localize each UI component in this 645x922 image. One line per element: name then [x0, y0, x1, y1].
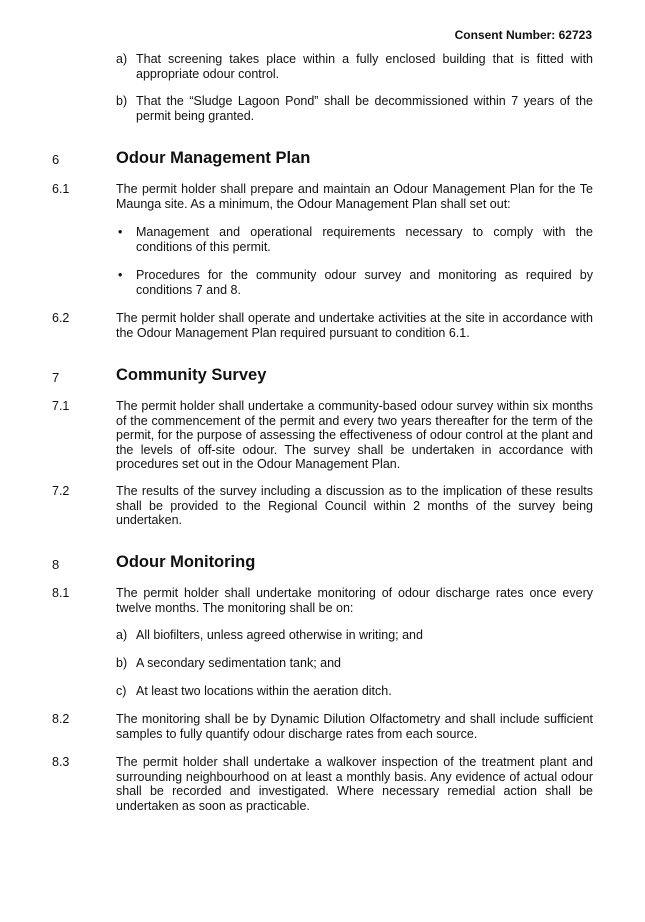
- item-text: A secondary sedimentation tank; and: [136, 656, 341, 670]
- clause-text: The results of the survey including a discussion as to the implication of these results shall be provided to the Regional Council within 2 months of the survey being undertaken.: [116, 484, 593, 527]
- item-label: c): [116, 684, 127, 698]
- section-title: Odour Management Plan: [116, 149, 311, 167]
- bullet-icon: •: [118, 268, 123, 282]
- clause-text: The permit holder shall undertake a walkover inspection of the treatment plant and surrounding neighbourhood on at least a monthly basis. Any evidence of actual odour shall be recorded and investigated. Where necessary remedial action shall be undertaken as soon as practicable.: [116, 755, 593, 813]
- list-item: [116, 628, 593, 643]
- section-number: 7: [52, 370, 60, 385]
- bullet-text: Management and operational requirements necessary to comply with the conditions of this permit.: [136, 225, 593, 254]
- bullet-text: Procedures for the community odour survey and monitoring as required by conditions 7 and 8.: [136, 268, 593, 297]
- item-label: b): [116, 94, 128, 108]
- list-item: [116, 94, 593, 123]
- clause-text: The permit holder shall prepare and maintain an Odour Management Plan for the Te Maunga site. As a minimum, the Odour Management Plan shall set out:: [116, 182, 593, 211]
- consent-number: Consent Number: 62723: [454, 28, 592, 42]
- clause-text: The permit holder shall undertake monitoring of odour discharge rates once every twelve months. The monitoring shall be on:: [116, 586, 593, 615]
- clause-number: 6.2: [52, 311, 70, 325]
- bullet-item: [116, 268, 593, 297]
- item-text: At least two locations within the aeration ditch.: [136, 684, 392, 698]
- list-item: [116, 656, 593, 671]
- bullet-item: [116, 225, 593, 254]
- clause-number: 7.2: [52, 484, 70, 498]
- item-label: a): [116, 52, 128, 66]
- clause-text: The monitoring shall be by Dynamic Dilution Olfactometry and shall include sufficient samples to fully quantify odour discharge rates from each source.: [116, 712, 593, 741]
- item-text: That screening takes place within a fully enclosed building that is fitted with appropriate odour control.: [136, 52, 593, 81]
- section-title: Odour Monitoring: [116, 553, 256, 571]
- clause-number: 8.3: [52, 755, 70, 769]
- bullet-icon: •: [118, 225, 123, 239]
- item-text: That the “Sludge Lagoon Pond” shall be decommissioned within 7 years of the permit being granted.: [136, 94, 593, 123]
- item-text: All biofilters, unless agreed otherwise in writing; and: [136, 628, 423, 642]
- section-number: 6: [52, 152, 60, 167]
- section-title: Community Survey: [116, 366, 267, 384]
- item-label: b): [116, 656, 128, 670]
- clause-number: 8.2: [52, 712, 70, 726]
- item-label: a): [116, 628, 128, 642]
- clause-number: 7.1: [52, 399, 70, 413]
- clause-number: 6.1: [52, 182, 70, 196]
- clause-text: The permit holder shall undertake a community-based odour survey within six months of the commencement of the permit and every two years thereafter for the term of the permit, for the purpose of assessing the effectiveness of odour control at the plant and the levels of off-site odour. The survey shall be undertaken in accordance with procedures set out in the Odour Management Plan.: [116, 399, 593, 471]
- clause-number: 8.1: [52, 586, 70, 600]
- clause-text: The permit holder shall operate and undertake activities at the site in accordance with the Odour Management Plan required pursuant to condition 6.1.: [116, 311, 593, 340]
- list-item: [116, 52, 593, 81]
- section-number: 8: [52, 557, 60, 572]
- list-item: [116, 684, 593, 699]
